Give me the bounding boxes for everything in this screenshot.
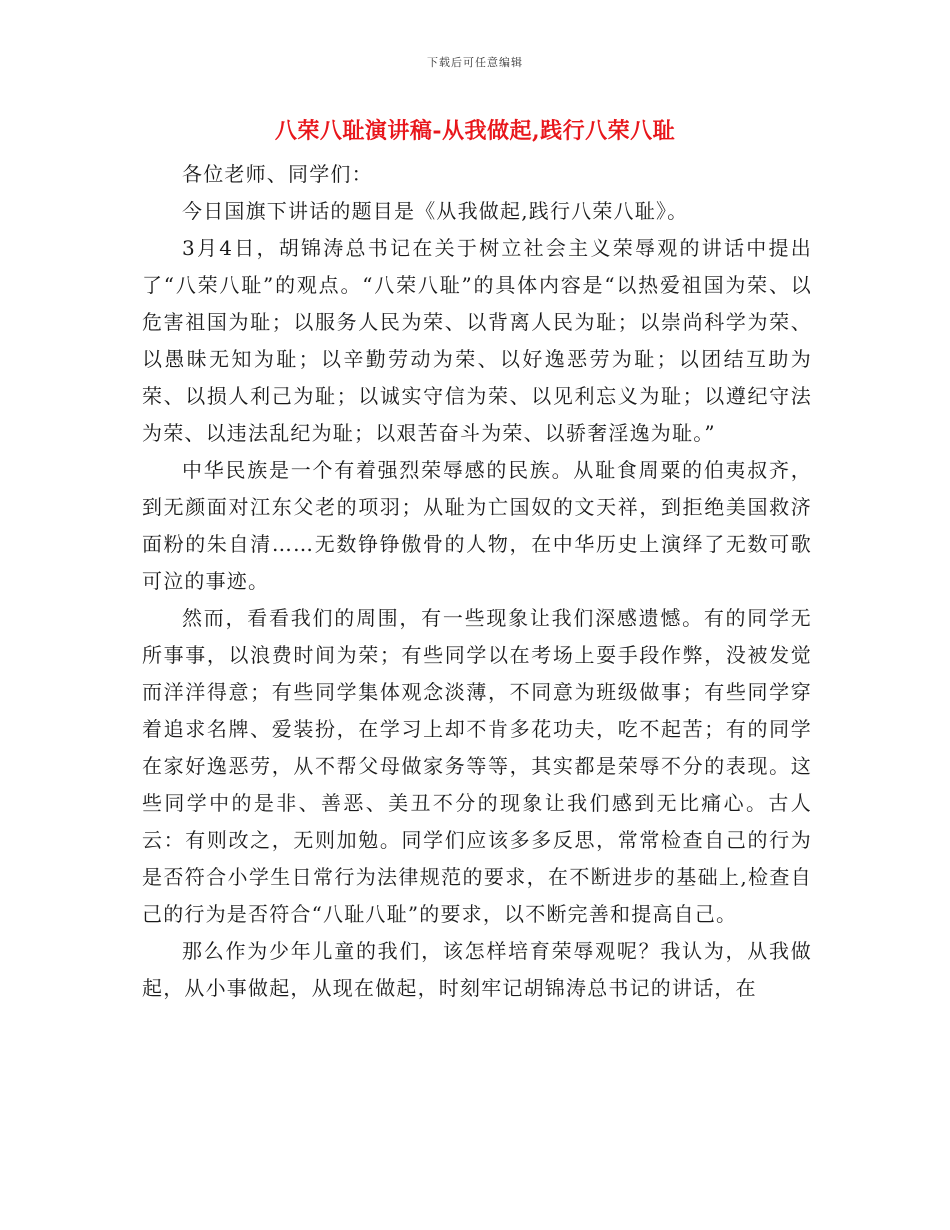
document-title: 八荣八耻演讲稿-从我做起,践行八荣八耻 [274, 118, 676, 144]
document-body [142, 156, 812, 1007]
body-paragraph: 中华民族是一个有着强烈荣辱感的民族。从耻食周粟的伯夷叔齐，到无颜面对江东父老的项羽；从耻为亡国奴的文天祥，到拒绝美国救济面粉的朱自清……无数铮铮傲骨的人物，在中华历史上演绎了无数可歌可泣的事迹。 [142, 458, 812, 593]
body-paragraph: 然而，看看我们的周围，有一些现象让我们深感遗憾。有的同学无所事事，以浪费时间为荣；有些同学以在考场上耍手段作弊，没被发觉而洋洋得意；有些同学集体观念淡薄，不同意为班级做事；有些同学穿着追求名牌、爱装扮，在学习上却不肯多花功夫，吃不起苦；有的同学在家好逸恶劳，从不帮父母做家务等等，其实都是荣辱不分的表现。这些同学中的是非、善恶、美丑不分的现象让我们感到无比痛心。古人云：有则改之，无则加勉。同学们应该多多反思，常常检查自己的行为是否符合小学生日常行为法律规范的要求，在不断进步的基础上,检查自己的行为是否符合“八耻八耻”的要求，以不断完善和提高自己。 [142, 606, 812, 926]
body-paragraph: 那么作为少年儿童的我们，该怎样培育荣辱观呢？我认为，从我做起，从小事做起，从现在做起，时刻牢记胡锦涛总书记的讲话，在 [142, 939, 812, 1000]
body-paragraph: 3月4日，胡锦涛总书记在关于树立社会主义荣辱观的讲话中提出了“八荣八耻”的观点。“八荣八耻”的具体内容是“以热爱祖国为荣、以危害祖国为耻；以服务人民为荣、以背离人民为耻；以崇尚科学为荣、以愚昧无知为耻；以辛勤劳动为荣、以好逸恶劳为耻；以团结互助为荣、以损人利己为耻；以诚实守信为荣、以见利忘义为耻；以遵纪守法为荣、以违法乱纪为耻；以艰苦奋斗为荣、以骄奢淫逸为耻。” [142, 236, 812, 445]
body-paragraph: 今日国旗下讲话的题目是《从我做起,践行八荣八耻》。 [182, 199, 689, 223]
header-note: 下载后可任意编辑 [427, 56, 523, 69]
salutation-paragraph: 各位老师、同学们： [182, 162, 373, 186]
